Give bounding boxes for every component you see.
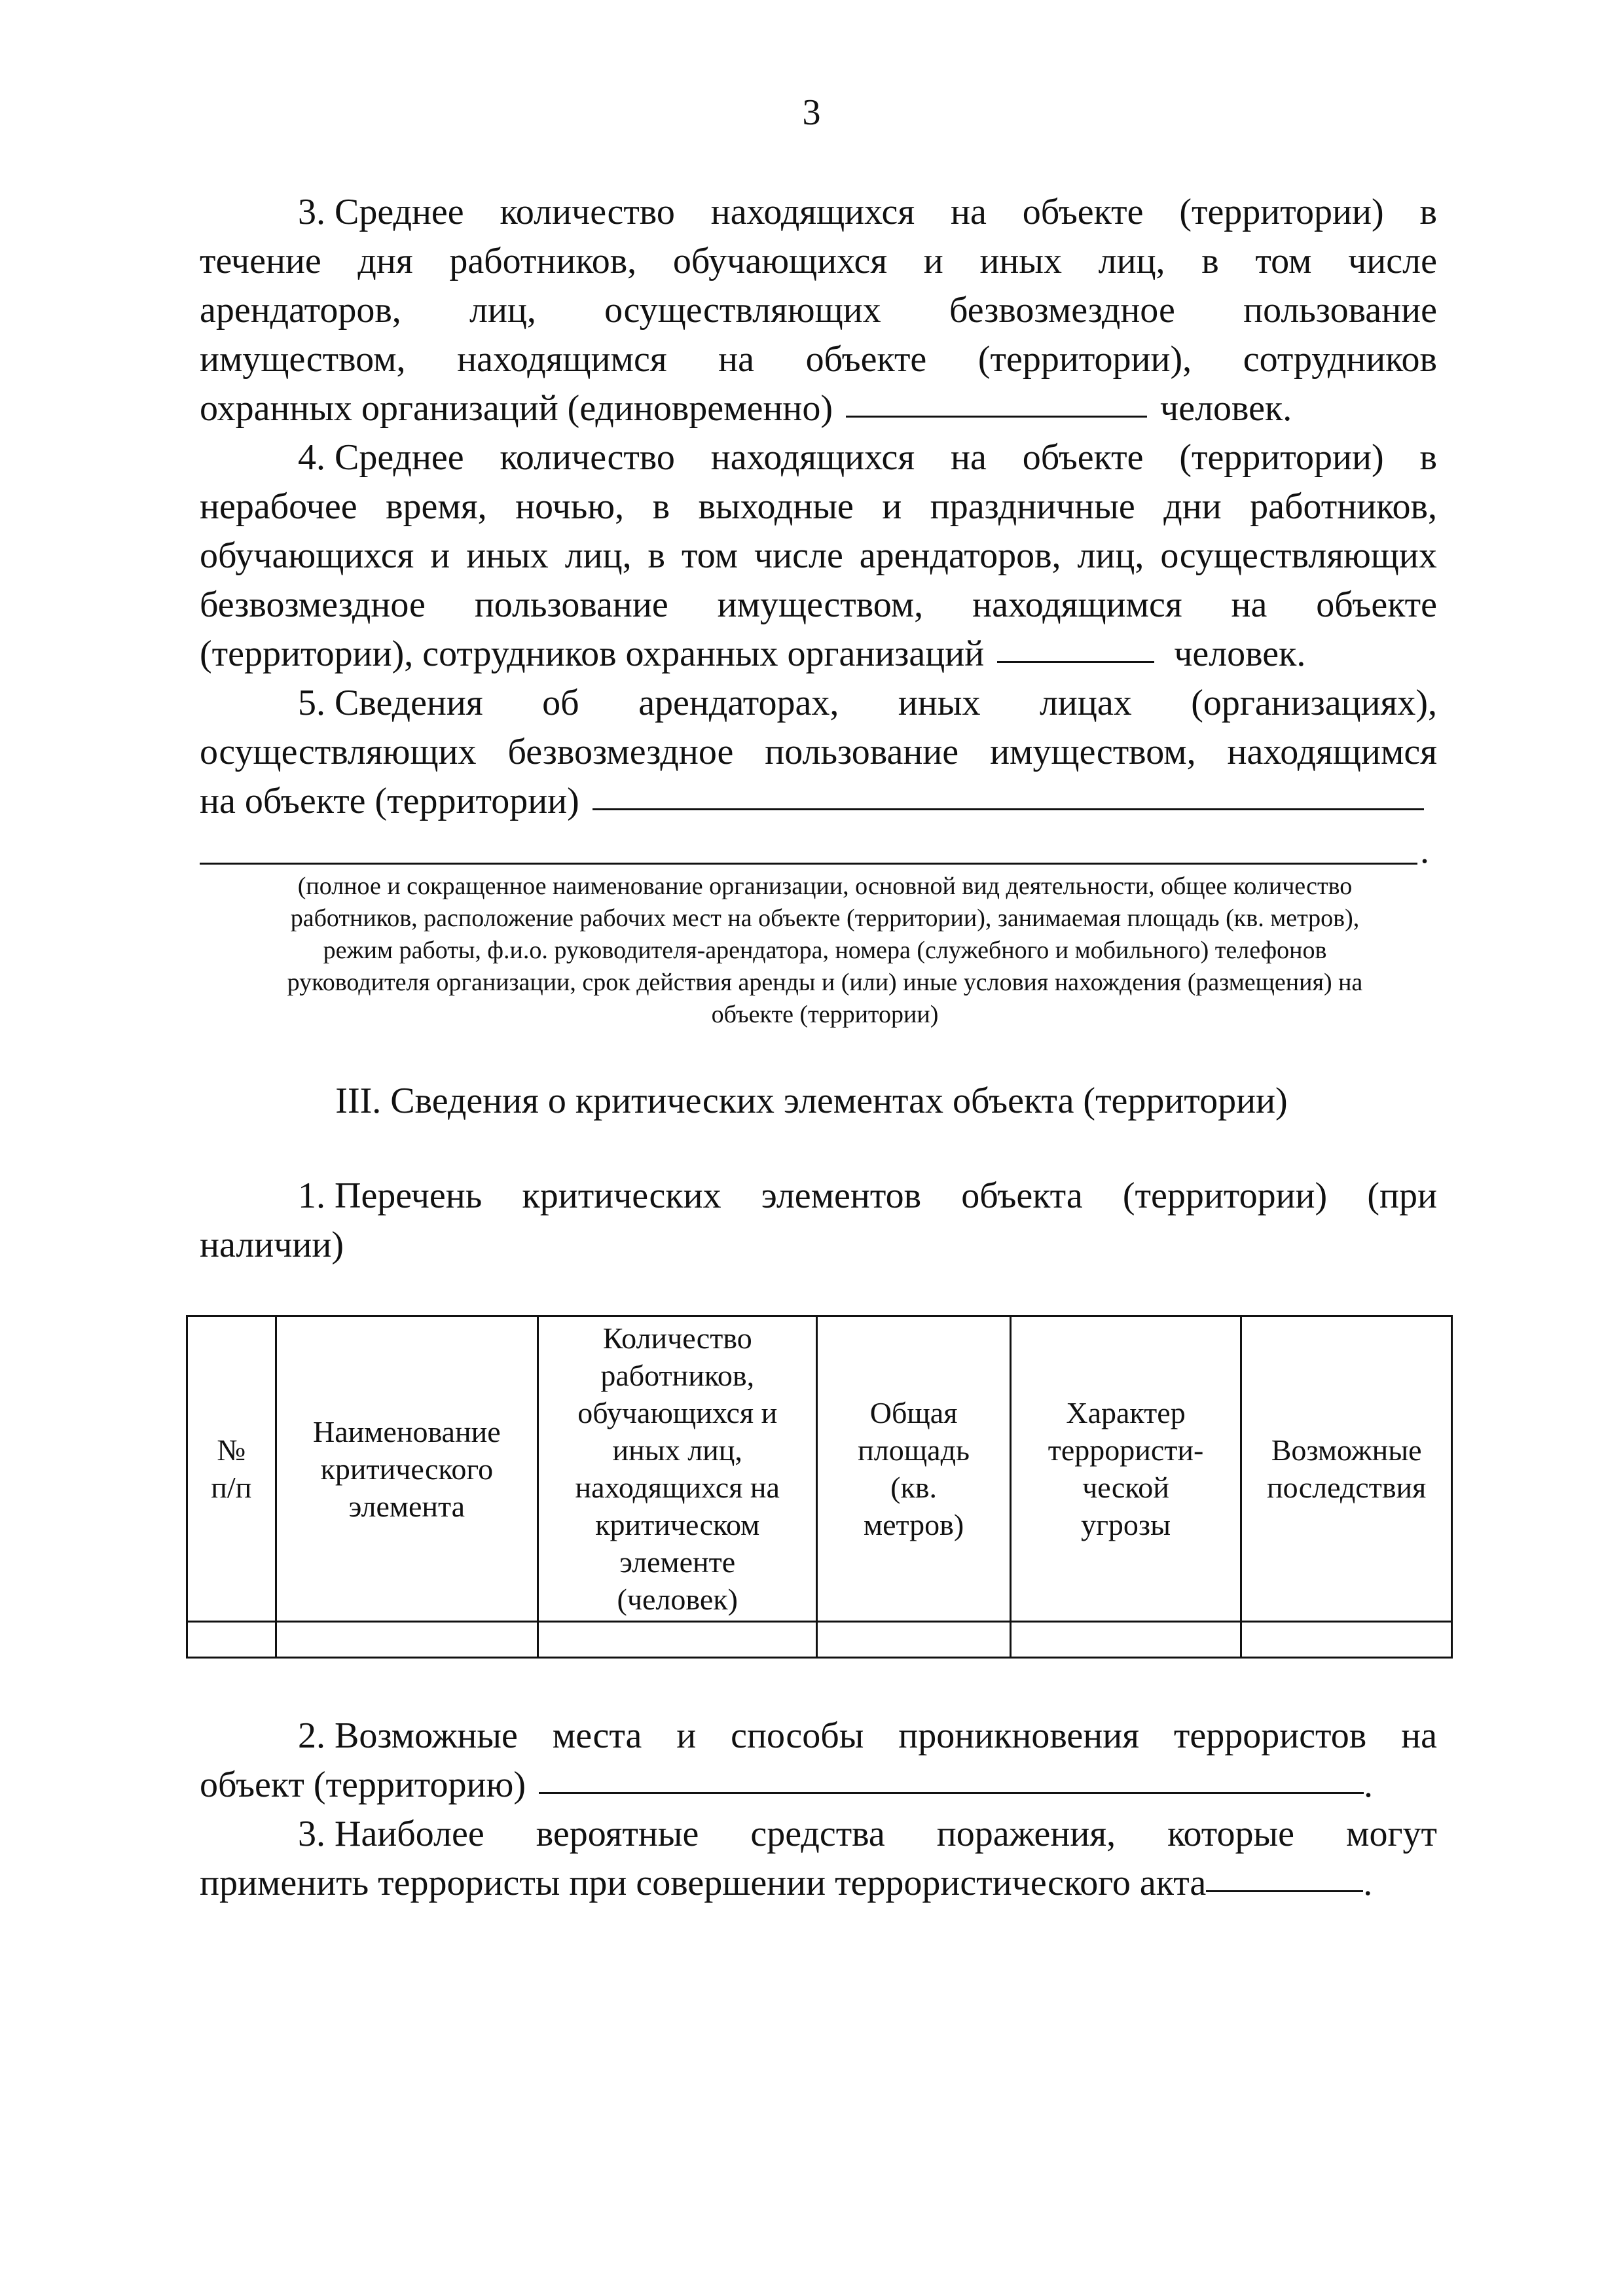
header-area: Общая площадь (кв. метров) xyxy=(817,1316,1010,1622)
text-line: охранных организаций (единовременно) человек. xyxy=(200,384,1437,433)
paragraph-item-4 xyxy=(200,433,1437,679)
blank-field-entry-points[interactable] xyxy=(539,1761,1364,1794)
end-punctuation: . xyxy=(1420,831,1429,871)
text-line: 2. Возможные места и способы проникновения террористов на xyxy=(298,1715,1437,1756)
header-people-count: Количество работников, обучающихся и иных лиц, находящихся на критическом элементе (человек) xyxy=(538,1316,817,1622)
blank-field-tenants-continued[interactable] xyxy=(200,863,1417,865)
table-cell[interactable] xyxy=(1241,1622,1452,1658)
paragraph-section3-item-1 xyxy=(200,1172,1437,1270)
section-heading: III. Сведения о критических элементах объекта (территории) xyxy=(335,1081,1288,1121)
table-cell[interactable] xyxy=(817,1622,1010,1658)
text-line: 3. Наиболее вероятные средства поражения, которые могут xyxy=(298,1814,1437,1854)
text-line: безвозмездное пользование имуществом, находящимся на объекте xyxy=(200,584,1437,625)
text-line: осуществляющих безвозмездное пользование имуществом, находящимся xyxy=(200,732,1437,772)
text-line: имуществом, находящимся на объекте (территории), сотрудников xyxy=(200,339,1437,380)
paragraph-section3-item-3 xyxy=(200,1810,1437,1908)
text-line: 1. Перечень критических элементов объекта (территории) (при xyxy=(298,1175,1437,1216)
table-header-row xyxy=(187,1316,1452,1622)
paragraph-item-3 xyxy=(200,188,1437,433)
text-line: нерабочее время, ночью, в выходные и праздничные дни работников, xyxy=(200,486,1437,527)
text-line: 3. Среднее количество находящихся на объекте (территории) в xyxy=(298,192,1437,232)
header-threat-type: Характер террористи- ческой угрозы xyxy=(1010,1316,1241,1622)
text-line: 4. Среднее количество находящихся на объекте (территории) в xyxy=(298,437,1437,478)
blank-field-people-count[interactable] xyxy=(846,384,1147,418)
text-line: (территории), сотрудников охранных организаций человек. xyxy=(200,630,1437,679)
page-number: 3 xyxy=(802,92,821,133)
table-cell[interactable] xyxy=(1010,1622,1241,1658)
header-consequences: Возможные последствия xyxy=(1241,1316,1452,1622)
header-number: № п/п xyxy=(187,1316,276,1622)
paragraph-item-5 xyxy=(200,679,1437,826)
field-hint: (полное и сокращенное наименование организации, основной вид деятельности, общее количество работников, расположение рабочих мест на объекте (территории), занимаемая площадь (кв. метров), режим работы, ф.и.о. руководителя-арендатора, номера (служебного и мобильного) телефонов руководителя организации, срок действия аренды и (или) иные условия нахождения (размещения) на объекте (территории) xyxy=(287,872,1363,1028)
blank-field-offhours-count[interactable] xyxy=(997,630,1154,663)
text-line: применить террористы при совершении террористического акта . xyxy=(200,1859,1437,1908)
table-cell[interactable] xyxy=(538,1622,817,1658)
paragraph-section3-item-2 xyxy=(200,1712,1437,1810)
text-line: 5. Сведения об арендаторах, иных лицах (организациях), xyxy=(298,683,1437,723)
text-line: объект (территорию) . xyxy=(200,1761,1437,1810)
text-line: обучающихся и иных лиц, в том числе арендаторов, лиц, осуществляющих xyxy=(200,535,1437,576)
text-line: наличии) xyxy=(200,1225,344,1265)
table-cell[interactable] xyxy=(187,1622,276,1658)
blank-field-weapons[interactable] xyxy=(1206,1859,1363,1892)
table-row xyxy=(187,1622,1452,1658)
blank-field-tenants[interactable] xyxy=(593,777,1424,810)
table-cell[interactable] xyxy=(276,1622,538,1658)
header-element-name: Наименование критического элемента xyxy=(276,1316,538,1622)
critical-elements-table xyxy=(186,1315,1453,1659)
text-line: арендаторов, лиц, осуществляющих безвозмездное пользование xyxy=(200,290,1437,331)
text-line: на объекте (территории) xyxy=(200,777,1437,826)
text-line: течение дня работников, обучающихся и иных лиц, в том числе xyxy=(200,241,1437,281)
